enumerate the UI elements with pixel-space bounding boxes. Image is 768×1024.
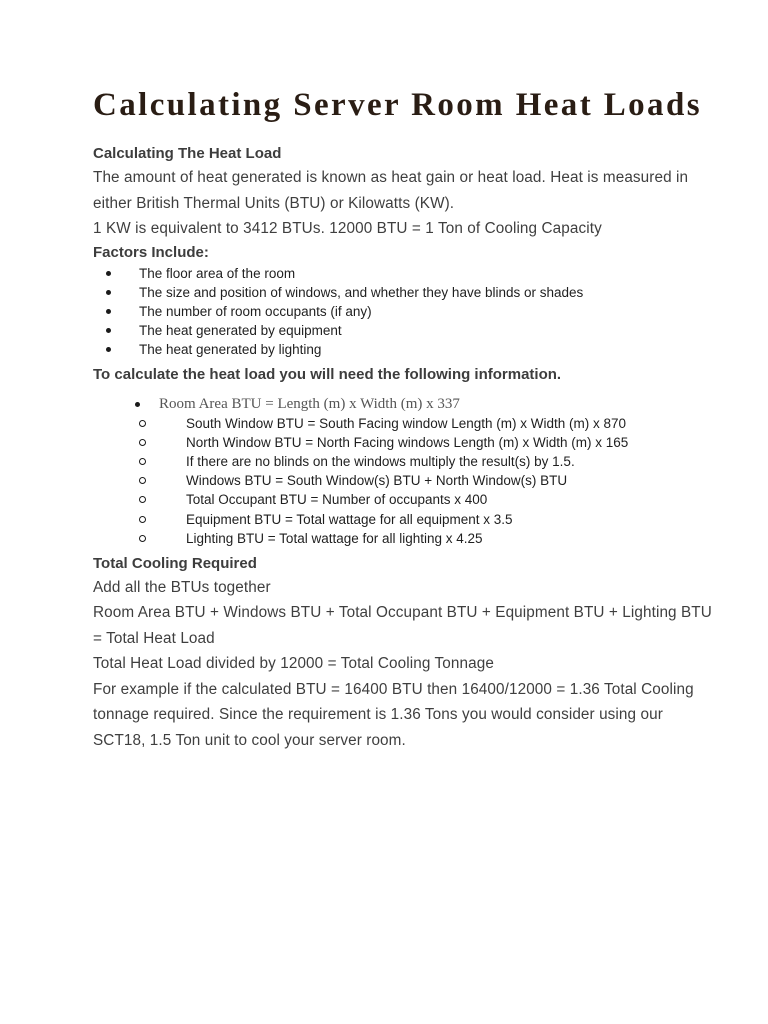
factors-list: [93, 264, 713, 360]
document-page: [93, 86, 713, 753]
formula-item: Equipment BTU = Total wattage for all equipment x 3.5: [93, 510, 713, 529]
factor-item: The heat generated by lighting: [93, 340, 713, 359]
total-cooling-heading: Total Cooling Required: [93, 554, 257, 572]
formula-item: North Window BTU = North Facing windows Length (m) x Width (m) x 165: [93, 433, 713, 452]
factor-item: The floor area of the room: [93, 264, 713, 283]
total-paragraph: Room Area BTU + Windows BTU + Total Occupant BTU + Equipment BTU + Lighting BTU = Total Heat Load: [93, 604, 712, 647]
room-area-formula: Room Area BTU = Length (m) x Width (m) x 337: [93, 394, 713, 414]
page-title: Calculating Server Room Heat Loads: [93, 87, 702, 123]
formula-item: Total Occupant BTU = Number of occupants x 400: [93, 490, 713, 509]
example-paragraph: For example if the calculated BTU = 16400 BTU then 16400/12000 = 1.36 Total Cooling tonnage required. Since the requirement is 1.36 Tons you would consider using our SCT18, 1.5 Ton unit to cool your server room.: [93, 680, 694, 749]
conversion-paragraph: 1 KW is equivalent to 3412 BTUs. 12000 BTU = 1 Ton of Cooling Capacity: [93, 220, 602, 237]
section-heading-heat-load: Calculating The Heat Load: [93, 145, 282, 162]
info-heading: To calculate the heat load you will need the following information.: [93, 365, 562, 383]
formula-item: Windows BTU = South Window(s) BTU + North Window(s) BTU: [93, 471, 713, 490]
factors-heading: Factors Include:: [93, 243, 209, 261]
factor-item: The number of room occupants (if any): [93, 302, 713, 321]
formula-list: [93, 414, 713, 548]
total-paragraph: Total Heat Load divided by 12000 = Total Cooling Tonnage: [93, 655, 494, 673]
formula-item: South Window BTU = South Facing window Length (m) x Width (m) x 870: [93, 414, 713, 433]
formula-item: Lighting BTU = Total wattage for all lighting x 4.25: [93, 529, 713, 548]
factor-item: The heat generated by equipment: [93, 321, 713, 340]
formula-item: If there are no blinds on the windows multiply the result(s) by 1.5.: [93, 452, 713, 471]
intro-paragraph: The amount of heat generated is known as heat gain or heat load. Heat is measured in either British Thermal Units (BTU) or Kilowatts (KW).: [93, 169, 689, 212]
total-paragraph: Add all the BTUs together: [93, 578, 271, 596]
factor-item: The size and position of windows, and whether they have blinds or shades: [93, 283, 713, 302]
